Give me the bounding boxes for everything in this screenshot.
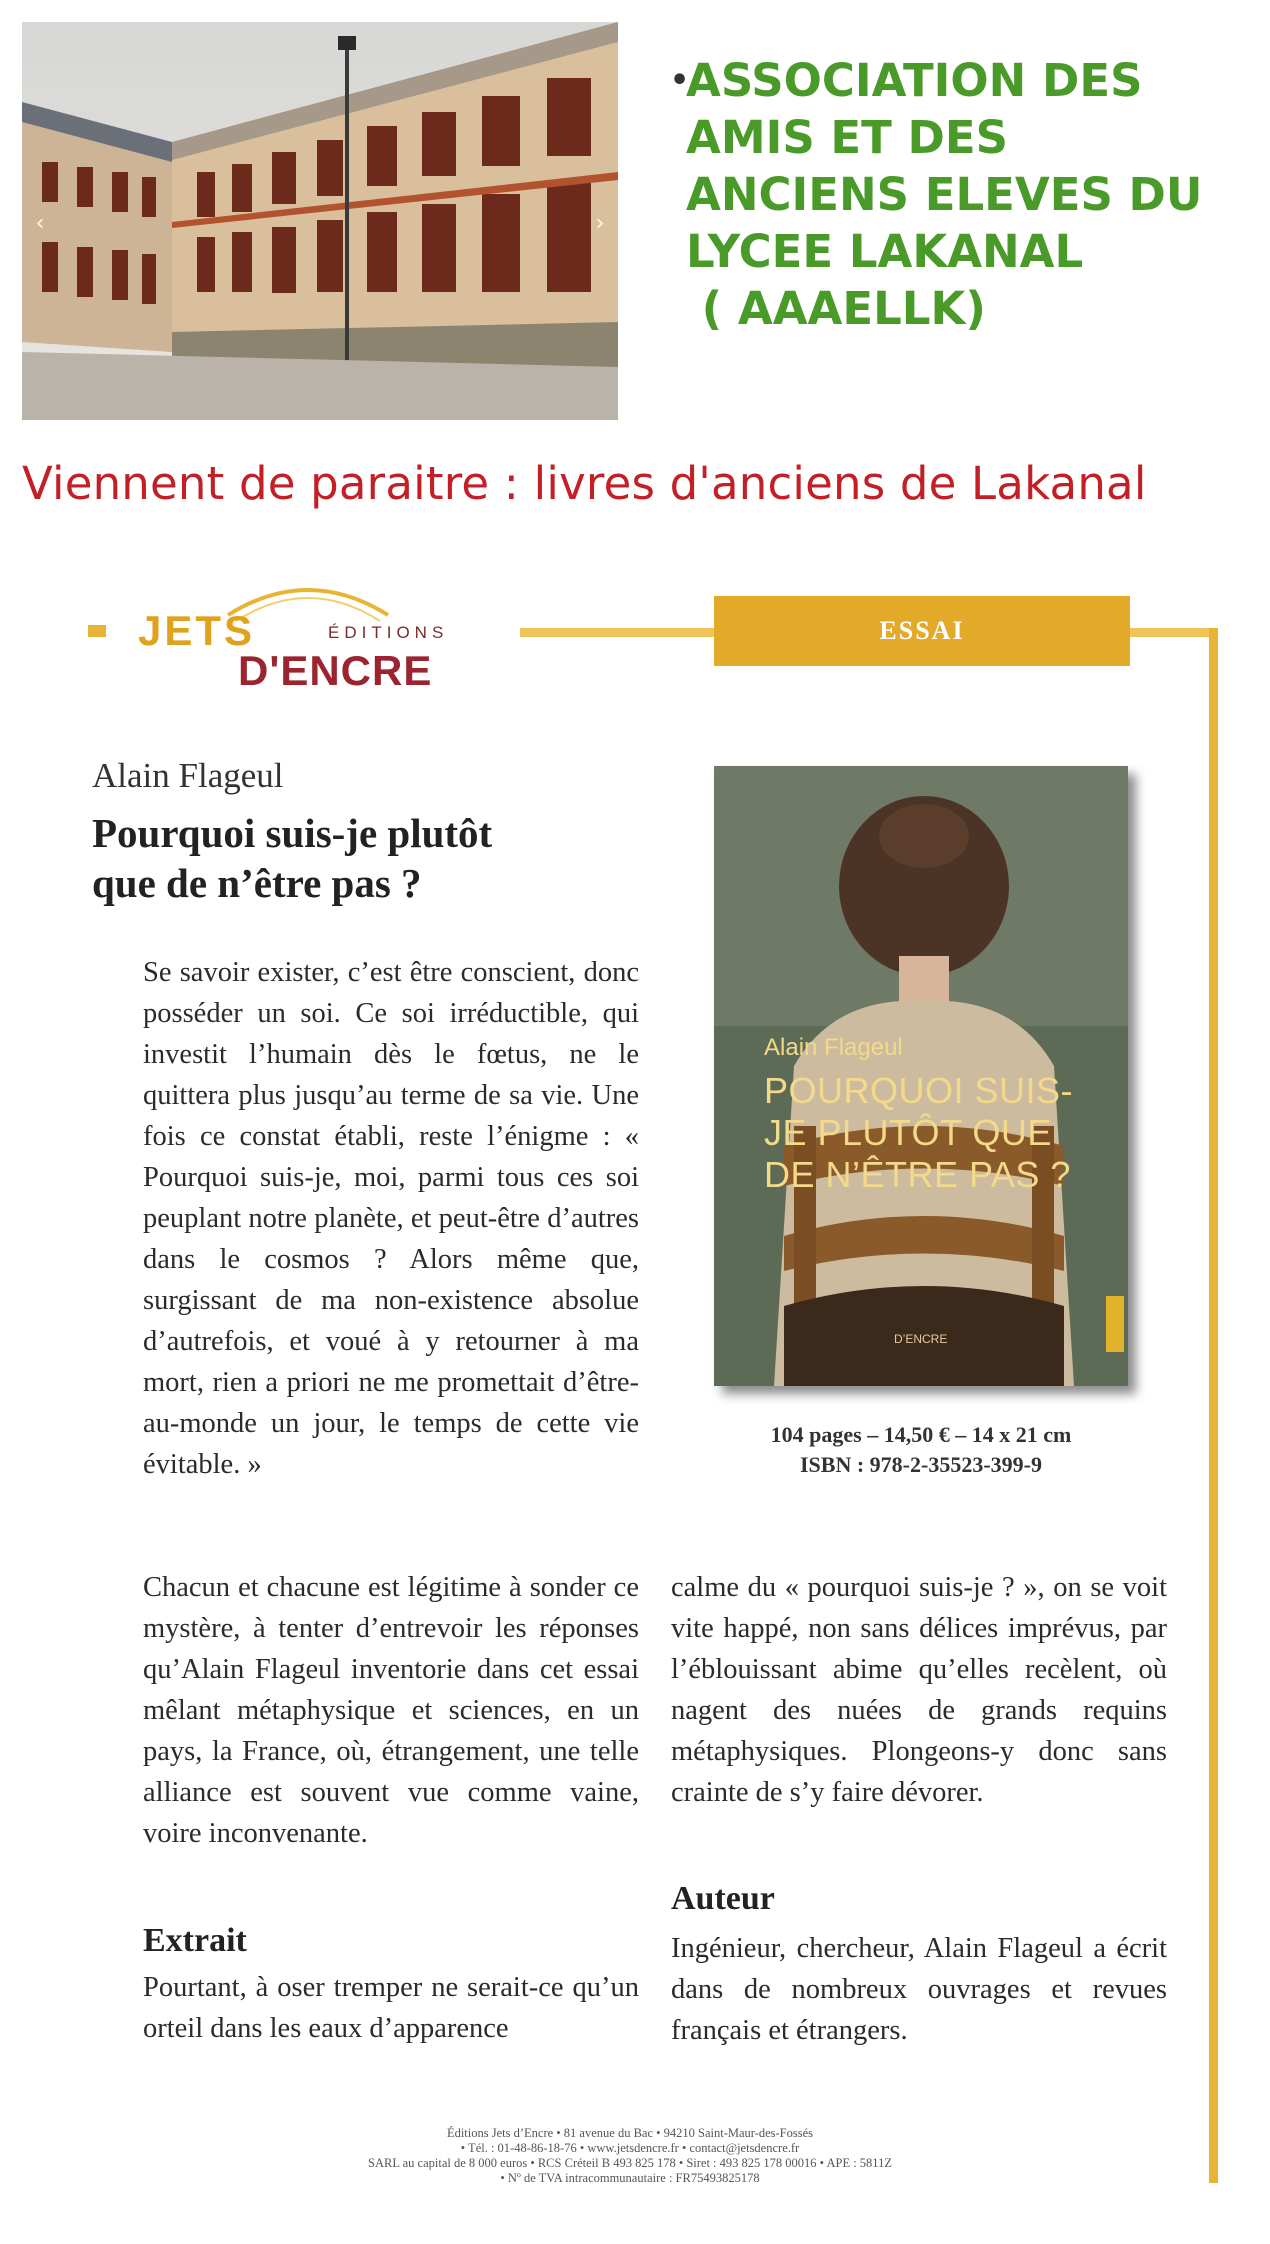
- auteur-heading: Auteur: [671, 1880, 775, 1917]
- association-line: ( AAAELLK): [686, 282, 986, 335]
- association-line: ANCIENS ELEVES DU: [686, 168, 1203, 221]
- footer-line: Éditions Jets d’Encre • 81 avenue du Bac • 94210 Saint-Maur-des-Fossés: [446, 2126, 814, 2140]
- footer-line: SARL au capital de 8 000 euros • RCS Créteil B 493 825 178 • Siret : 493 825 178 00016 • APE : 5811Z: [368, 2156, 892, 2170]
- extrait-heading: Extrait: [143, 1922, 247, 1959]
- footer-line: • Tél. : 01-48-86-18-76 • www.jetsdencre.fr • contact@jetsdencre.fr: [460, 2141, 800, 2155]
- book-title: [92, 808, 652, 908]
- isbn: ISBN : 978-2-35523-399-9: [800, 1452, 1042, 1477]
- association-line: LYCEE LAKANAL: [686, 225, 1084, 278]
- cover-title: POURQUOI SUIS-JE PLUTÔT QUE DE N’ÊTRE PAS ?: [764, 1070, 1074, 1195]
- cover-publisher: D’ENCRE: [894, 1332, 948, 1346]
- intro-text: Se savoir exister, c’est être conscient, donc posséder un soi. Ce soi irréductible, qui investit l’humain dès le fœtus, ne le quittera plus jusqu’au terme de sa vie. Une fois ce constat établi, reste l’énigme : « Pourquoi suis-je, moi, parmi tous ces soi peuplant notre planète, et peut-être d’autres dans le cosmos ? Alors même que, surgissant de ma non-existence absolue d’autrefois, et voué à y retourner à ma mort, rien a priori ne me promettait d’être-au-monde un jour, le temps de cette vie évitable. »: [143, 957, 639, 1480]
- body-text-column1: Chacun et chacune est légitime à sonder ce mystère, à tenter d’entrevoir les réponses qu’Alain Flageul inventorie dans cet essai mêlant métaphysique et sciences, en un pays, la France, où, étrangement, une telle alliance est souvent vue comme vaine, voire inconvenante.: [143, 1572, 639, 1849]
- book-author: Alain Flageul: [92, 756, 284, 795]
- carousel-prev-icon[interactable]: ‹: [35, 211, 45, 236]
- publisher-footer: [250, 2126, 1010, 2186]
- frame-rule-right: [1209, 628, 1218, 2183]
- book-specs-line: 104 pages – 14,50 € – 14 x 21 cm: [770, 1422, 1072, 1447]
- book-title-line: Pourquoi suis-je plutôt: [92, 810, 493, 856]
- carousel-next-icon[interactable]: ›: [595, 211, 605, 236]
- book-cover: [714, 766, 1128, 1386]
- association-line: AMIS ET DES: [686, 111, 1009, 164]
- page-headline: Viennent de paraitre : livres d'anciens de Lakanal: [22, 457, 1147, 510]
- logo-jets: JETS: [138, 607, 256, 654]
- footer-line: • Nº de TVA intracommunautaire : FR75493825178: [500, 2171, 760, 2185]
- logo-editions: ÉDITIONS: [328, 623, 449, 642]
- bullet-icon: •: [670, 63, 690, 98]
- publisher-logo: [88, 575, 508, 705]
- book-title-line: que de n’être pas ?: [92, 860, 422, 906]
- category-label: ESSAI: [879, 616, 965, 645]
- cover-spine-mark: [1106, 1296, 1124, 1352]
- logo-encre: D'ENCRE: [238, 647, 433, 694]
- auteur-text: Ingénieur, chercheur, Alain Flageul a écrit dans de nombreux ouvrages et revues français et étrangers.: [671, 1933, 1167, 2046]
- logo-square-icon: [88, 625, 106, 637]
- book-specs: [714, 1420, 1128, 1480]
- frame-rule-top: [1130, 628, 1218, 637]
- body-text-column2: calme du « pourquoi suis-je ? », on se voit vite happé, non sans délices imprévus, par l’éblouissant abime qu’elles recèlent, où nagent des nuées de grands requins métaphysiques. Plongeons-y donc sans crainte de s’y faire dévorer.: [671, 1572, 1167, 1808]
- header-rule: [520, 628, 720, 637]
- cover-author: Alain Flageul: [764, 1034, 903, 1061]
- association-line: ASSOCIATION DES: [686, 54, 1143, 107]
- building-photo: [22, 22, 618, 420]
- category-banner: [714, 596, 1130, 666]
- association-name: [670, 52, 1246, 337]
- extrait-text: Pourtant, à oser tremper ne serait-ce qu’un orteil dans les eaux d’apparence: [143, 1972, 639, 2044]
